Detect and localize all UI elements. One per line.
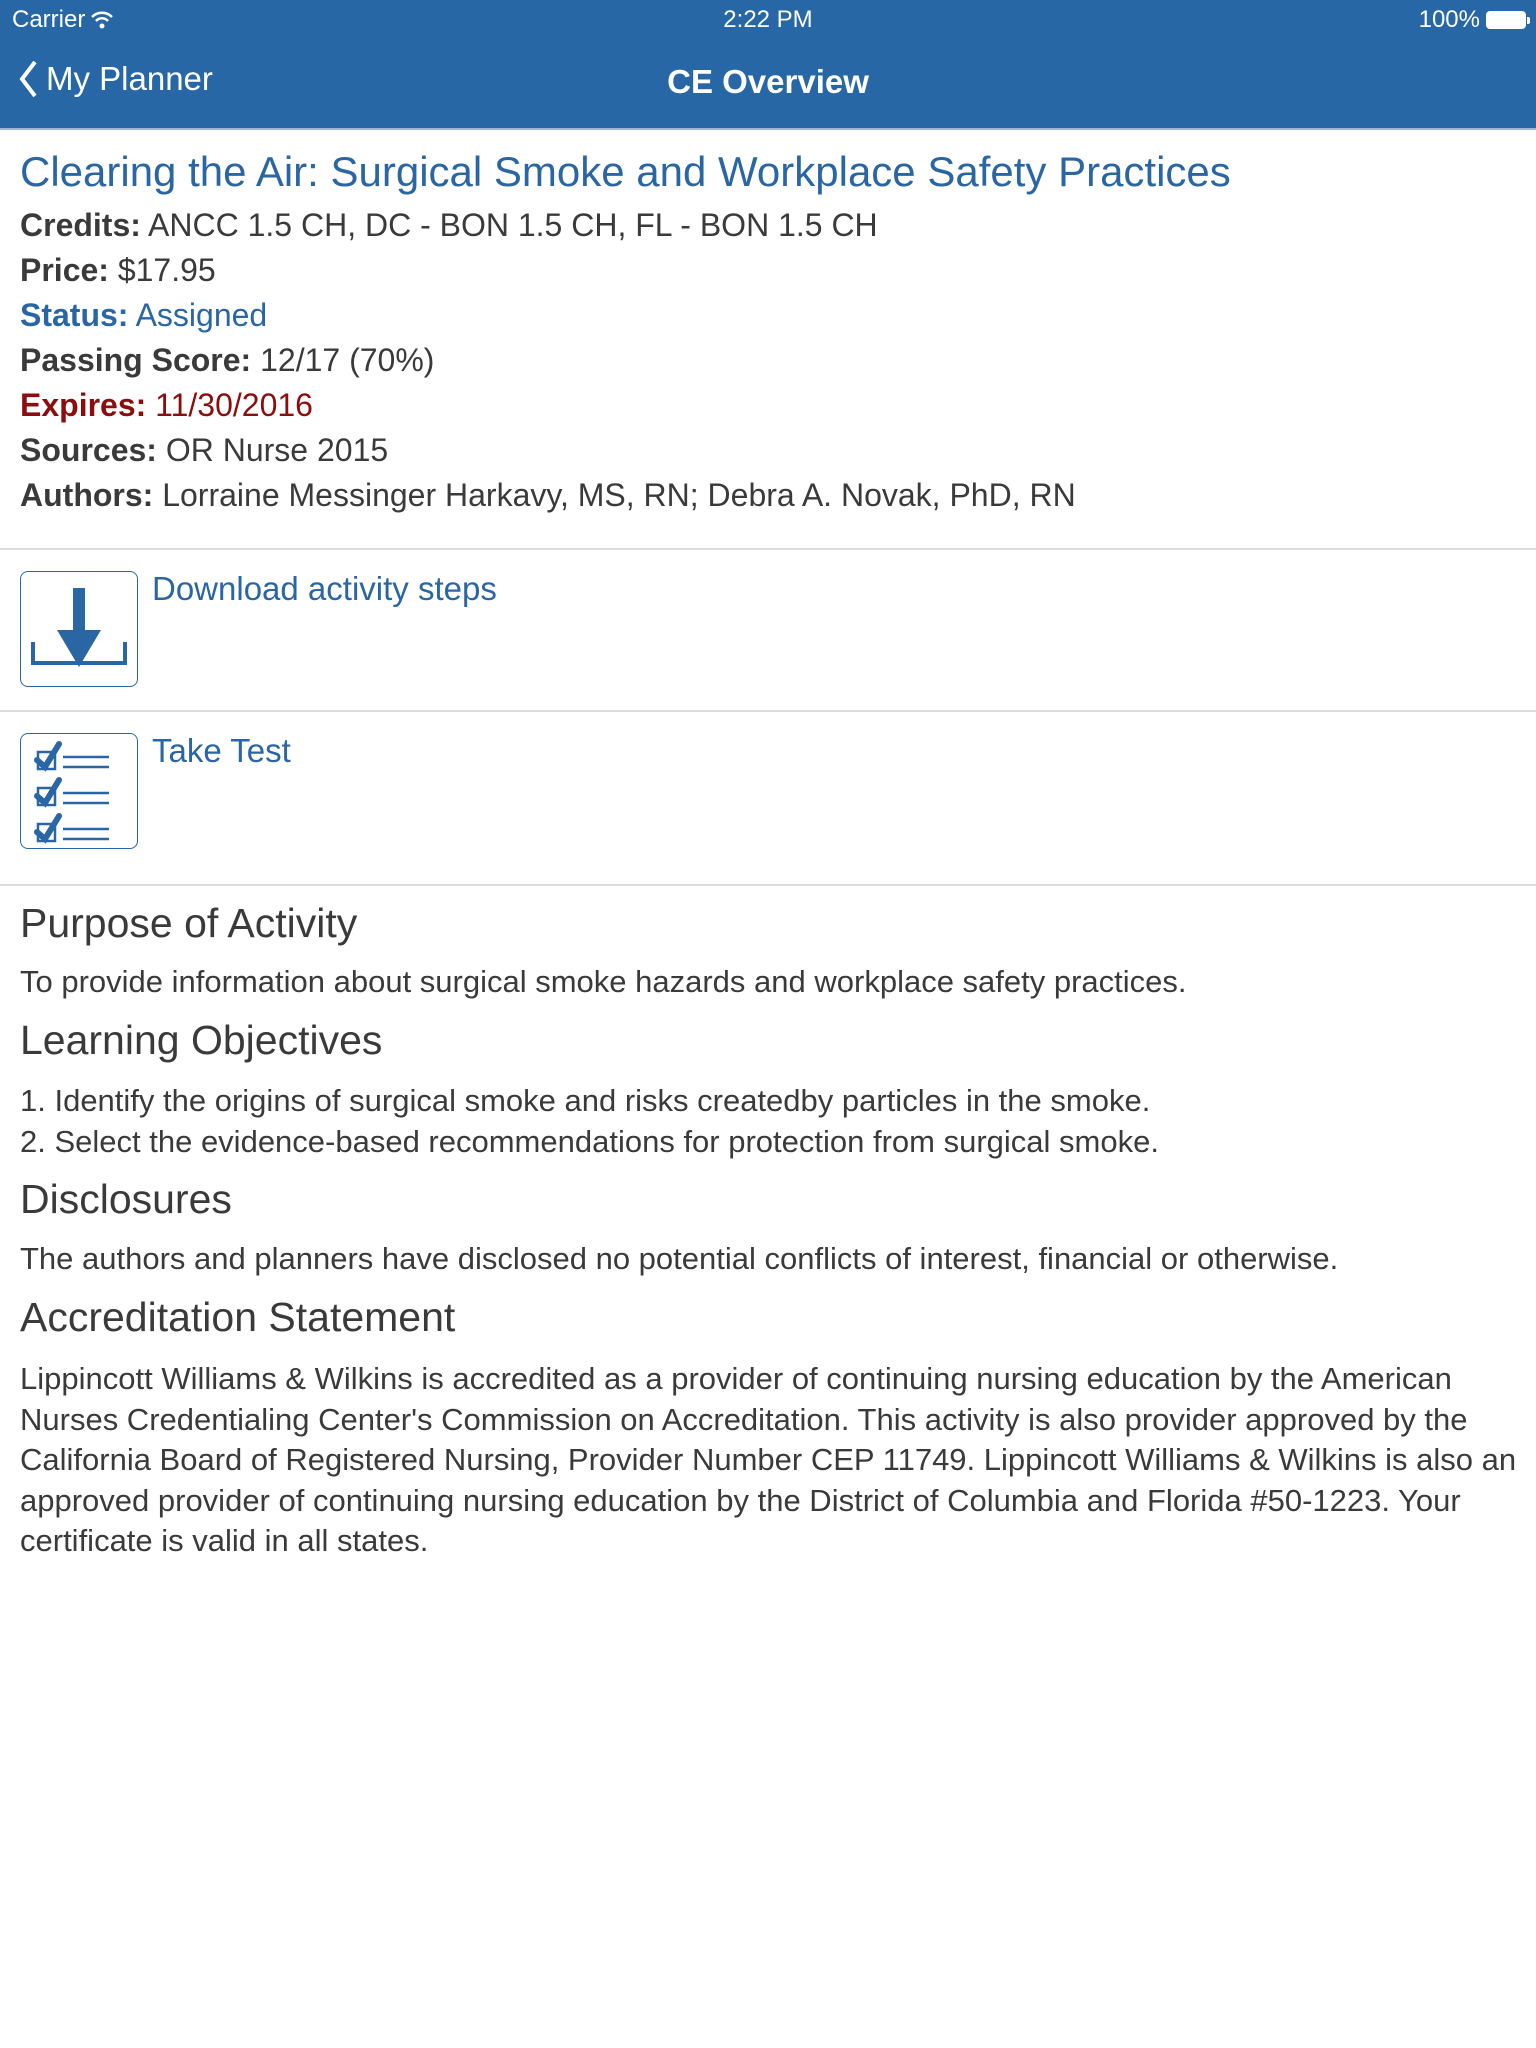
disclosures-text: The authors and planners have disclosed no potential conflicts of interest, financial or otherwise. <box>20 1241 1339 1276</box>
expires-label: Expires: <box>20 387 147 423</box>
credits-label: Credits: <box>20 207 141 243</box>
accreditation-text: Lippincott Williams & Wilkins is accredited as a provider of continuing nursing education by the American Nurses Credentialing Center's Commission on Accreditation. This activity is also provider approved by the California Board of Registered Nursing, Provider Number CEP 11749. Lippincott Williams & Wilkins is also an approved provider of continuing nursing education by the District of Columbia and Florida #50-1223. Your certificate is valid in all states. <box>20 1361 1517 1558</box>
sources-label: Sources: <box>20 432 157 468</box>
page-title: CE Overview <box>667 63 869 100</box>
accreditation-heading: Accreditation Statement <box>20 1294 456 1340</box>
divider <box>0 548 1536 550</box>
credits-row <box>20 207 878 244</box>
disclosures-heading: Disclosures <box>20 1176 232 1222</box>
passing-score-row <box>20 342 434 379</box>
download-button-icon[interactable] <box>20 571 138 687</box>
take-test-button-icon[interactable] <box>20 733 138 849</box>
checklist-icon <box>21 734 136 847</box>
purpose-heading: Purpose of Activity <box>20 900 358 946</box>
course-title: Clearing the Air: Surgical Smoke and Workplace Safety Practices <box>20 148 1231 195</box>
price-row <box>20 252 216 289</box>
price-label: Price: <box>20 252 109 288</box>
carrier-label: Carrier <box>12 6 86 33</box>
status-row <box>20 297 267 334</box>
status-label: Status: <box>20 297 129 333</box>
battery-info <box>1419 6 1526 34</box>
price-value: $17.95 <box>117 252 216 288</box>
download-activity-link[interactable]: Download activity steps <box>152 570 497 607</box>
passing-score-value: 12/17 (70%) <box>260 342 435 378</box>
authors-value: Lorraine Messinger Harkavy, MS, RN; Debra A. Novak, PhD, RN <box>162 477 1076 513</box>
battery-percent: 100% <box>1418 6 1480 33</box>
clock: 2:22 PM <box>723 6 813 33</box>
status-bar <box>0 0 1536 40</box>
back-label: My Planner <box>46 60 213 97</box>
battery-icon <box>1486 11 1526 29</box>
sources-value: OR Nurse 2015 <box>165 432 389 468</box>
navigation-bar <box>0 40 1536 130</box>
status-value: Assigned <box>135 297 268 333</box>
expires-row <box>20 387 313 424</box>
passing-score-label: Passing Score: <box>20 342 252 378</box>
objectives-heading: Learning Objectives <box>20 1017 383 1063</box>
expires-value: 11/30/2016 <box>155 387 313 423</box>
authors-label: Authors: <box>20 477 154 513</box>
download-icon <box>21 572 136 685</box>
divider <box>0 710 1536 712</box>
take-test-link[interactable]: Take Test <box>152 732 291 769</box>
objective-item: 1. Identify the origins of surgical smoke and risks createdby particles in the smoke. <box>20 1083 1151 1118</box>
authors-row <box>20 477 1076 514</box>
divider <box>0 884 1536 886</box>
credits-value: ANCC 1.5 CH, DC - BON 1.5 CH, FL - BON 1.5 CH <box>148 207 878 243</box>
objective-item: 2. Select the evidence-based recommendations for protection from surgical smoke. <box>20 1124 1159 1159</box>
purpose-text: To provide information about surgical smoke hazards and workplace safety practices. <box>20 964 1187 999</box>
sources-row <box>20 432 388 469</box>
